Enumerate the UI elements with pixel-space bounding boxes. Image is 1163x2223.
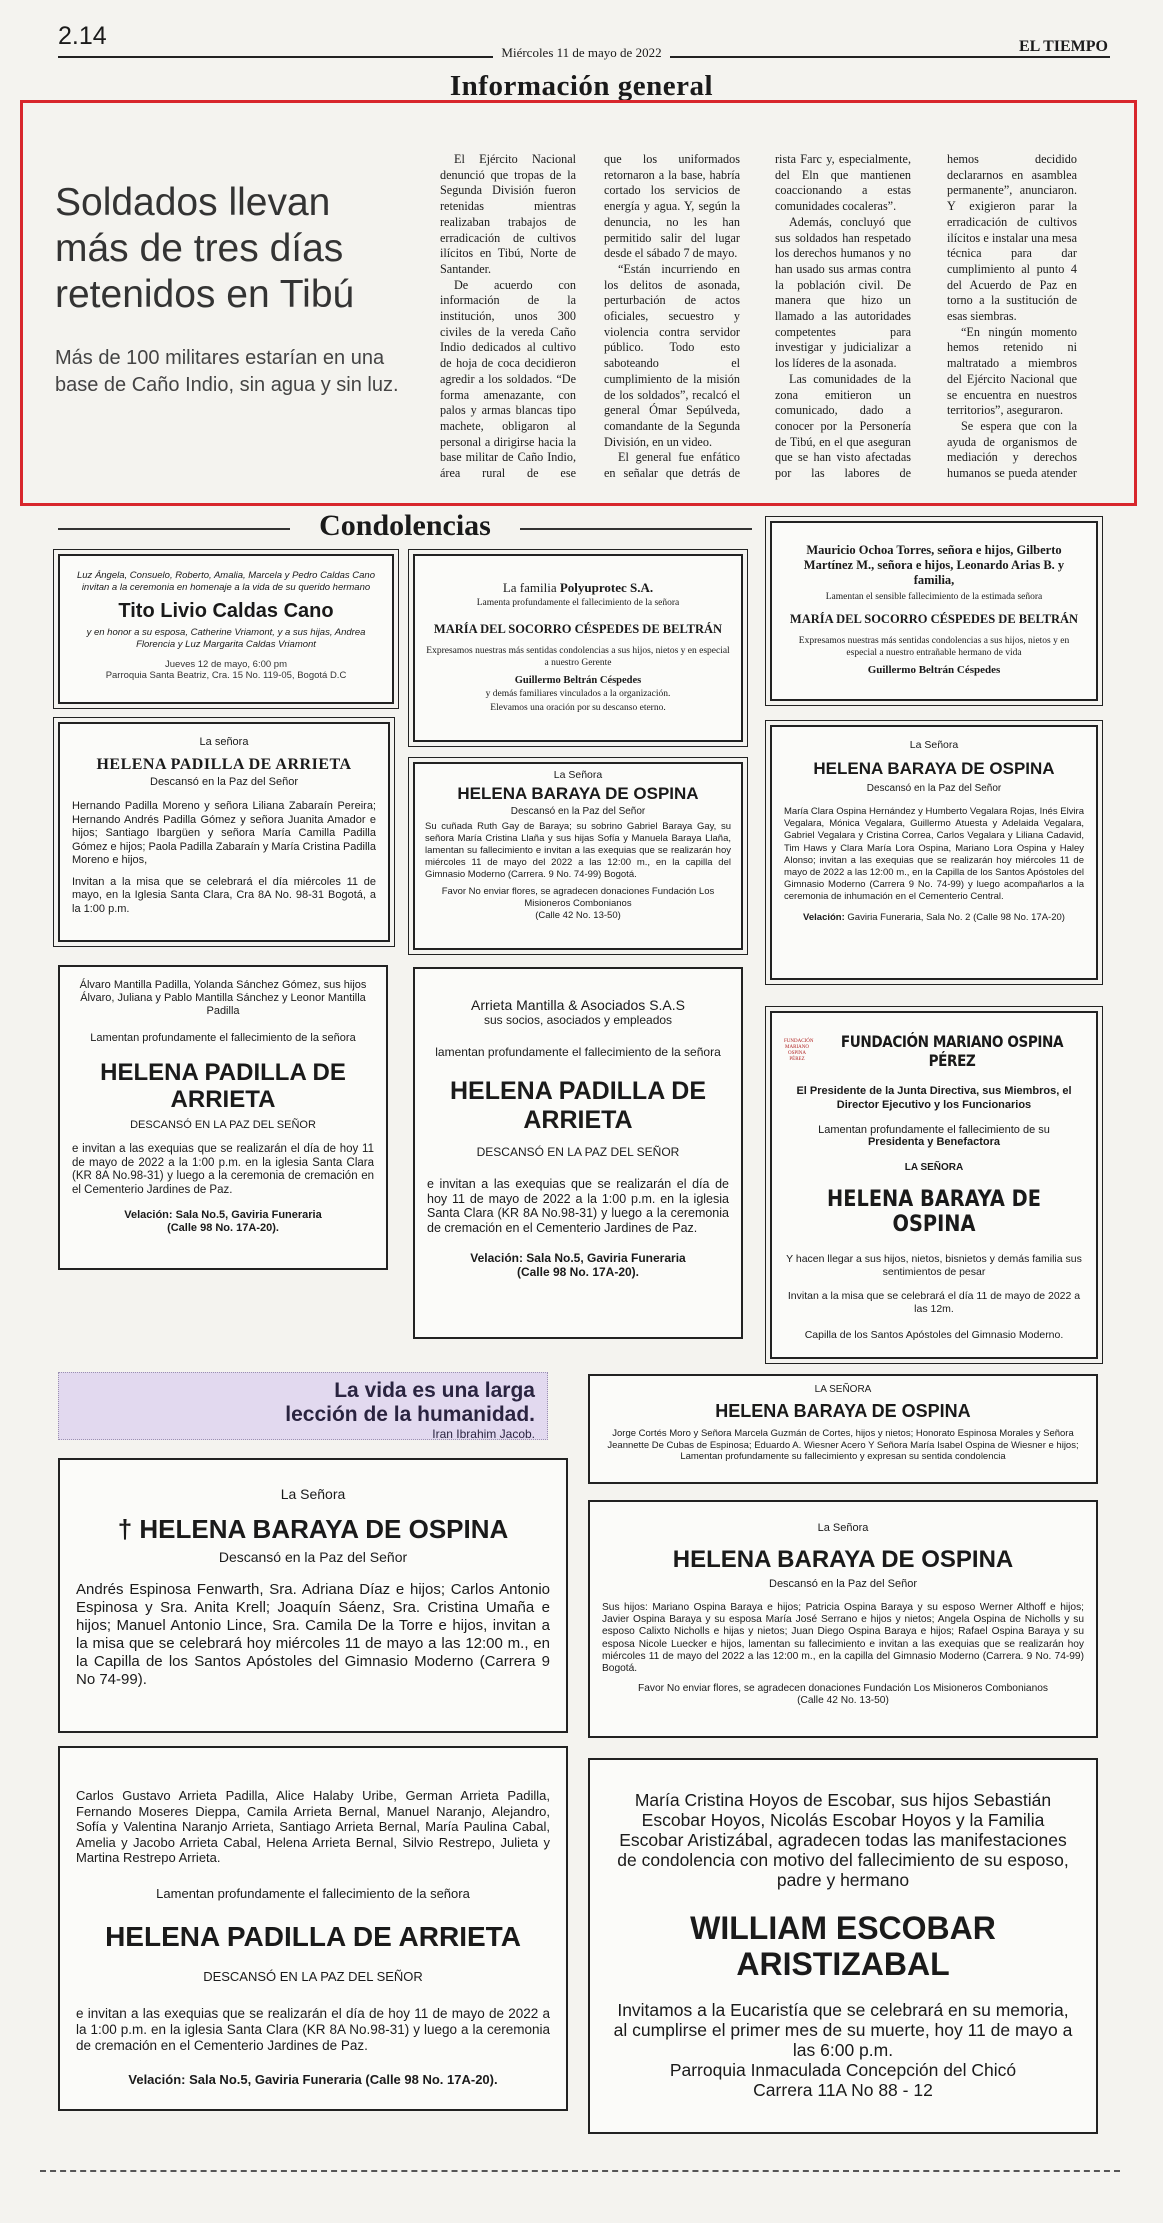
notice-text: Y hacen llegar a sus hijos, nietos, bisnietos y demás familia sus sentimientos de pesar	[786, 1253, 1082, 1278]
date-text: Miércoles 11 de mayo de 2022	[493, 45, 669, 60]
notice-arrieta-mantilla[interactable]	[413, 967, 743, 1339]
notice-body: e invitan a las exequias que se realizarán el día de hoy 11 de mayo de 2022 a la 1:00 p.m. en la iglesia Santa Clara (KR 8A No.98-31) y luego a la ceremonia de cremación en el Cementerio Jardines de Paz.	[427, 1177, 729, 1235]
notice-recipient: Guillermo Beltrán Céspedes	[514, 675, 642, 686]
divider	[520, 528, 752, 530]
notice-place: Capilla de los Santos Apóstoles del Gimnasio Moderno.	[804, 1329, 1064, 1341]
notice-label: La Señora	[280, 1486, 346, 1502]
notice-date: Jueves 12 de mayo, 6:00 pm	[165, 659, 287, 670]
article-column-3	[775, 152, 911, 482]
article-column-2	[604, 152, 740, 482]
notice-intro: Carlos Gustavo Arrieta Padilla, Alice Halaby Uribe, German Arrieta Padilla, Fernando Moseres Dieppa, Camila Arrieta Bernal, Manuel Naranjo, Alejandro, Sofía y Valentina Naranjo Arrieta, Santiago Arrieta Bernal, María Paulina Cabal, Amelia y Jacobo Arrieta Cabal, Helena Arrieta Bernal, Silvio Restrepo, Julieta y Martina Restrepo Arrieta.	[76, 1788, 550, 1865]
notice-place: Parroquia Inmaculada Concepción del Chicó	[669, 2060, 1017, 2080]
deceased-name: HELENA BARAYA DE OSPINA	[813, 759, 1055, 778]
notice-velation	[784, 912, 1084, 923]
notice-ospina-baraya-hijos[interactable]	[588, 1500, 1098, 1738]
paragraph: “En ningún momento hemos retenido ni maltratado a miembros del Ejército Nacional que se encuentra en nuestros territorios”, aseguraron.	[947, 324, 1077, 418]
company-name: Polyuprotec S.A.	[559, 580, 654, 595]
notice-baraya-gay[interactable]	[413, 762, 743, 950]
notice-body: e invitan a las exequias que se realizarán el día de hoy 11 de mayo de 2022 a la 1:00 p.m. en la iglesia Santa Clara (KR 8A No.98-31) y luego a la ceremonia de cremación en el Cementerio Jardines de Paz.	[72, 1143, 374, 1196]
notice-intro: sus socios, asociados y empleados	[483, 1013, 673, 1027]
deceased-name: HELENA PADILLA DE ARRIETA	[96, 756, 352, 773]
paragraph: Las comunidades de la zona emitieron un comunicado, dado a conocer por la Personería de Tibú, en el que aseguran que se han visto afectadas por las labores de	[775, 371, 911, 481]
deceased-name: WILLIAM ESCOBAR ARISTIZABAL	[690, 1910, 996, 1982]
notice-status: Descansó en la Paz del Señor	[218, 1549, 408, 1565]
notice-status: Descansó en la Paz del Señor	[510, 806, 646, 817]
notice-address: (Calle 42 No. 13-50)	[797, 1695, 889, 1707]
notice-note: Favor No enviar flores, se agradecen donaciones Fundación Los Misioneros Combonianos	[638, 1683, 1048, 1695]
deceased-name: HELENA PADILLA DE ARRIETA	[105, 1920, 521, 1952]
notice-status: DESCANSÓ EN LA PAZ DEL SEÑOR	[476, 1145, 680, 1159]
notice-invite: Invitan a la misa que se celebrará el día miércoles 11 de mayo, en la Iglesia Santa Clara, Cra 8A No. 98-31 Bogotá, a la 1:00 p.m.	[72, 875, 376, 915]
notice-intro: Álvaro Mantilla Padilla, Yolanda Sánchez Gómez, sus hijos Álvaro, Juliana y Pablo Mantilla Sánchez y Leonor Mantilla Padilla	[79, 979, 367, 1017]
notice-text: Expresamos nuestras más sentidas condolencias a sus hijos, nietos y en especial a nuestro entrañable hermano de vida	[798, 636, 1070, 658]
logo-mark: FUNDACIÓN MARIANO OSPINA PÉREZ	[784, 1039, 814, 1062]
paragraph: hemos decidido declararnos en asamblea permanente”, anunciaron. Y exigieron parar la erradicación de cultivos ilícitos e instalar una mesa técnica para dar cumplimiento al punto 4 del Acuerdo de Paz en torno a la sustitución de esas siembras.	[947, 152, 1077, 324]
notice-title: Presidenta y Benefactora	[867, 1136, 1001, 1148]
notice-label: La Señora	[553, 769, 603, 781]
paragraph: El Ejército Nacional denunció que tropas de la Segunda División fueron retenidas mientras realizaban trabajos de erradicación de cultivos ilícitos en Tibú, Norte de Santander.	[440, 152, 576, 276]
notice-body: e invitan a las exequias que se realizarán el día de hoy 11 de mayo de 2022 a la 1:00 p.m. en la iglesia Santa Clara (KR 8A No.98-31) y luego a la ceremonia de cremación en el Cementerio Jardines de Paz.	[76, 2005, 550, 2053]
notice-polyuprotec[interactable]	[413, 554, 743, 742]
page-number: 2.14	[58, 22, 107, 50]
notice-mantilla-sanchez[interactable]	[58, 965, 388, 1270]
divider	[58, 528, 290, 530]
notice-status: Descansó en la Paz del Señor	[769, 1578, 917, 1590]
notice-velation: Velación: Sala No.5, Gaviria Funeraria (Calle 98 No. 17A-20).	[124, 1209, 322, 1234]
notice-body: Jorge Cortés Moro y Señora Marcela Guzmán de Cortes, hijos y nietos; Honorato Espinosa Morales y Señora Jeannette De Cubas de Espinosa; Eduardo A. Wiesner Acero Y Señora María Isabel Ospina de Wiesner e hijos; Lamentan profundamente su fallecimiento y expresan su sentida condolencia	[607, 1428, 1079, 1462]
notice-address: (Calle 42 No. 13-50)	[535, 910, 621, 921]
paragraph: El general fue enfático en señalar que detrás de	[604, 450, 740, 481]
notice-escobar[interactable]	[588, 1758, 1098, 2134]
paragraph: De acuerdo con información de la institución, unos 300 civiles de la vereda Caño Indio dedicados al cultivo de hoja de coca decidieron agredir a los soldados. “De forma amenazante, con palos y armas blancas tipo machete, obligaron al personal a dirigirse hacia la base militar de Caño Indio, área rural de ese	[440, 277, 576, 481]
notice-label: La señora	[199, 736, 249, 748]
notice-label: La Señora	[909, 739, 959, 751]
velation-text: Gaviria Funeraria, Sala No. 2 (Calle 98 No. 17A-20)	[844, 911, 1065, 923]
notice-body: Su cuñada Ruth Gay de Baraya; su sobrino Gabriel Baraya Gay, su señora María Cristina Llaña y sus hijas Sofía y Manuela Baraya Llaña, lamentan su fallecimiento e invitan a las exequias que se realizarán hoy miércoles 11 de mayo del 2022 a las 12:00 m., en la capilla del Gimnasio Moderno (Carrera. 9 No. 74-99) Bogotá.	[425, 821, 731, 880]
notice-text: Expresamos nuestras más sentidas condolencias a sus hijos, nietos y en especial a nuestro Gerente	[426, 646, 730, 668]
deceased-name: MARÍA DEL SOCORRO CÉSPEDES DE BELTRÁN	[433, 622, 723, 636]
notice-body: María Clara Ospina Hernández y Humberto Vegalara Rojas, Inés Elvira Vegalara, Mónica Vegalara, Guillermo Atuesta y Adelaida Vegalara, Gabriel Vegalara y Cristina Correa, Carlos Vegalara y Liliana Cadavid, Tim Haws y Clara María Lora Ospina, Mariano Lora Ospina y Haley Alonso; invitan a las exequias que se realizarán hoy miércoles 11 de mayo de 2022 a las 12:00 m., en la Capilla de los Santos Apóstoles del Gimnasio Moderno (Carrera 9 No. 74-99) y luego acompañarlos a la ceremonia de inhumación en el Cementerio Central.	[784, 806, 1084, 903]
notice-text: lamentan profundamente el fallecimiento de la señora	[435, 1045, 721, 1059]
deceased-name: Tito Livio Caldas Cano	[118, 600, 334, 622]
paragraph: “Están incurriendo en los delitos de asonada, perturbación de actos oficiales, secuestro y violencia contra servidor público. Todo esto saboteando el cumplimiento de la misión de los soldados”, recalcó el general Ómar Sepúlveda, comandante de la Segunda División, en un video.	[604, 261, 740, 449]
notice-status: Descansó en la Paz del Señor	[866, 783, 1002, 794]
article-subhead: Más de 100 militares estarían en una base de Caño Indio, sin agua y sin luz.	[55, 347, 399, 396]
notice-text: Lamenta profundamente el fallecimiento de la señora	[476, 598, 680, 608]
notice-fundacion-ospina[interactable]	[770, 1011, 1098, 1359]
notice-label: LA SEÑORA	[904, 1162, 964, 1173]
notice-status: Descansó en la Paz del Señor	[150, 776, 298, 788]
velation-label: Velación:	[803, 911, 845, 923]
logo-text: FUNDACIÓN MARIANO OSPINA PÉREZ	[840, 1032, 1064, 1070]
article-column-4	[947, 152, 1077, 482]
page-bottom-rule	[40, 2170, 1120, 2172]
condolences-title: Condolencias	[319, 509, 491, 542]
date-line	[0, 45, 1163, 61]
notice-body: Sus hijos: Mariano Ospina Baraya e hijos; Patricia Ospina Baraya y su esposo Werner Althoff e hijos; Javier Ospina Baraya y su esposa María José Serrano e hijos y nietos; Angela Ospina de Nicholls y su esposo Calixto Nicholls e hijas y nietos; Juan Diego Ospina Baraya e hijos; Rafael Ospina Baraya y su esposa Nicole Luecker e hijos, lamentan su fallecimiento e invitan a las exequias que se realizarán hoy miércoles 11 de mayo del 2022 a las 12:00 m., en la capilla del Gimnasio Moderno (Carrera. 9 No. 74-99) Bogotá.	[602, 1602, 1084, 1675]
notice-label: LA SEÑORA	[814, 1384, 872, 1395]
notice-tito-livio[interactable]	[58, 554, 394, 704]
notice-text: Lamentan profundamente el fallecimiento de la señora	[90, 1032, 356, 1044]
notice-text: Lamentan profundamente el fallecimiento de su	[818, 1124, 1050, 1136]
paragraph: que los uniformados retornaron a la base, habría cortado los servicios de energía y agua. Y, según la denuncia, no les han permitido salir del lugar desde el sábado 7 de mayo.	[604, 152, 740, 261]
notice-label: La Señora	[817, 1522, 869, 1534]
quote-text: lección de la humanidad.	[285, 1403, 535, 1426]
notice-text: Lamentan profundamente el fallecimiento de la señora	[156, 1885, 470, 1901]
paragraph: Se espera que con la ayuda de organismos de mediación y derechos humanos se pueda atender	[947, 418, 1077, 481]
notice-address: Carrera 11A No 88 - 12	[753, 2080, 933, 2100]
notice-ospina-vegalara[interactable]	[770, 725, 1098, 980]
deceased-name: HELENA PADILLA DE ARRIETA	[100, 1059, 346, 1113]
notice-text: Lamentan el sensible fallecimiento de la estimada señora	[825, 592, 1043, 602]
notice-body: Invitamos a la Eucaristía que se celebrará en su memoria, al cumplirse el primer mes de su muerte, hoy 11 de mayo a las 6:00 p.m.	[613, 2000, 1073, 2060]
notice-intro: Luz Ángela, Consuelo, Roberto, Amalia, Marcela y Pedro Caldas Cano invitan a la ceremonia en homenaje a la vida de su querido hermano	[76, 570, 375, 593]
notice-note: Favor No enviar flores, se agradecen donaciones Fundación Los Misioneros Combonianos	[441, 886, 715, 909]
notice-body: Andrés Espinosa Fenwarth, Sra. Adriana Díaz e hijos; Carlos Antonio Espinosa y Sra. Anita Krell; Joaquín Sáenz, Sra. Cristina Umaña e hijos; Manuel Antonio Lince, Sra. Camila De la Torre e hijos, invitan a la misa que se celebrará hoy miércoles 11 de mayo a las 12:00 m., en la Capilla de los Santos Apóstoles del Gimnasio Moderno (Carrera 9 No 74-99).	[76, 1581, 550, 1688]
notice-arrieta-padilla[interactable]	[58, 1746, 568, 2111]
notice-body: Hernando Padilla Moreno y señora Liliana Zabaraín Pereira; Hernando Andrés Padilla Gómez y señora Juanita Amador e hijos; Santiago Ibargüen y señora María Camilla Padilla Gómez e hijos; Paola Padilla Zabaraín y María Cristina Padilla Moreno e hijos,	[72, 800, 376, 866]
notice-recipient: Guillermo Beltrán Céspedes	[867, 664, 1001, 676]
notice-place: Parroquia Santa Beatriz, Cra. 15 No. 119-05, Bogotá D.C	[105, 670, 347, 681]
notice-intro: El Presidente de la Junta Directiva, sus Miembros, el Director Ejecutivo y los Funcionarios	[796, 1085, 1072, 1111]
quote-author: Iran Ibrahim Jacob.	[432, 1427, 535, 1441]
article-headline[interactable]: Soldados llevan más de tres días retenidos en Tibú	[55, 181, 355, 316]
fundacion-logo	[784, 1027, 1084, 1075]
article-column-1	[440, 152, 576, 482]
section-title: Información general	[449, 70, 714, 102]
notice-intro: María Cristina Hoyos de Escobar, sus hijos Sebastián Escobar Hoyos, Nicolás Escobar Hoyos y la Familia Escobar Aristizábal, agradecen todas las manifestaciones de condolencia con motivo del fallecimiento de su esposo, padre y hermano	[617, 1790, 1069, 1890]
deceased-name: HELENA BARAYA DE OSPINA	[672, 1546, 1014, 1573]
notice-text: y demás familiares vinculados a la organización.	[485, 689, 671, 699]
deceased-name: HELENA BARAYA DE OSPINA	[715, 1401, 971, 1421]
brand-logo[interactable]: EL TIEMPO	[1013, 38, 1108, 56]
paragraph: Además, concluyó que sus soldados han respetado los derechos humanos y no han usado sus armas contra la población civil. De manera que hizo un llamado a las autoridades competentes para investigar y judicializar a los líderes de la asonada.	[775, 214, 911, 371]
notice-invite: Invitan a la misa que se celebrará el día 11 de mayo de 2022 a las 12m.	[787, 1290, 1081, 1315]
notice-intro-text: La familia	[502, 580, 560, 595]
quote-banner	[58, 1372, 548, 1440]
notice-status: DESCANSÓ EN LA PAZ DEL SEÑOR	[130, 1119, 316, 1131]
notice-espinosa-fenwarth[interactable]	[58, 1458, 568, 1733]
notice-status: DESCANSÓ EN LA PAZ DEL SEÑOR	[203, 1968, 423, 1984]
notice-text: y en honor a su esposa, Catherine Vriamont, y a sus hijas, Andrea Florencia y Luz Margarita Caldas Vriamont	[86, 627, 366, 650]
quote-text: La vida es una larga	[334, 1379, 535, 1402]
notice-velation: Velación: Sala No.5, Gaviria Funeraria (Calle 98 No. 17A-20).	[470, 1251, 686, 1279]
deceased-name: † HELENA BARAYA DE OSPINA	[117, 1514, 509, 1544]
notice-cortes-espinosa[interactable]	[588, 1374, 1098, 1484]
notice-velation: Velación: Sala No.5, Gaviria Funeraria (Calle 98 No. 17A-20).	[128, 2071, 498, 2087]
deceased-name: HELENA BARAYA DE OSPINA	[457, 784, 699, 803]
deceased-name: HELENA PADILLA DE ARRIETA	[449, 1077, 707, 1134]
paragraph: rista Farc y, especialmente, del Eln que mantienen coaccionando a estas comunidades cocaleras”.	[775, 152, 911, 214]
notice-intro: Mauricio Ochoa Torres, señora e hijos, Gilberto Martínez M., señora e hijos, Leonardo Arias B. y familia,	[803, 543, 1065, 587]
notice-text: Elevamos una oración por su descanso eterno.	[490, 703, 666, 713]
notice-ochoa-martinez[interactable]	[770, 521, 1098, 701]
deceased-name: MARÍA DEL SOCORRO CÉSPEDES DE BELTRÁN	[789, 612, 1079, 626]
notice-intro	[425, 580, 731, 596]
notice-padilla-moreno[interactable]	[58, 722, 390, 942]
deceased-name: HELENA BARAYA DE OSPINA	[827, 1187, 1041, 1237]
notice-company: Arrieta Mantilla & Asociados S.A.S	[471, 997, 685, 1013]
